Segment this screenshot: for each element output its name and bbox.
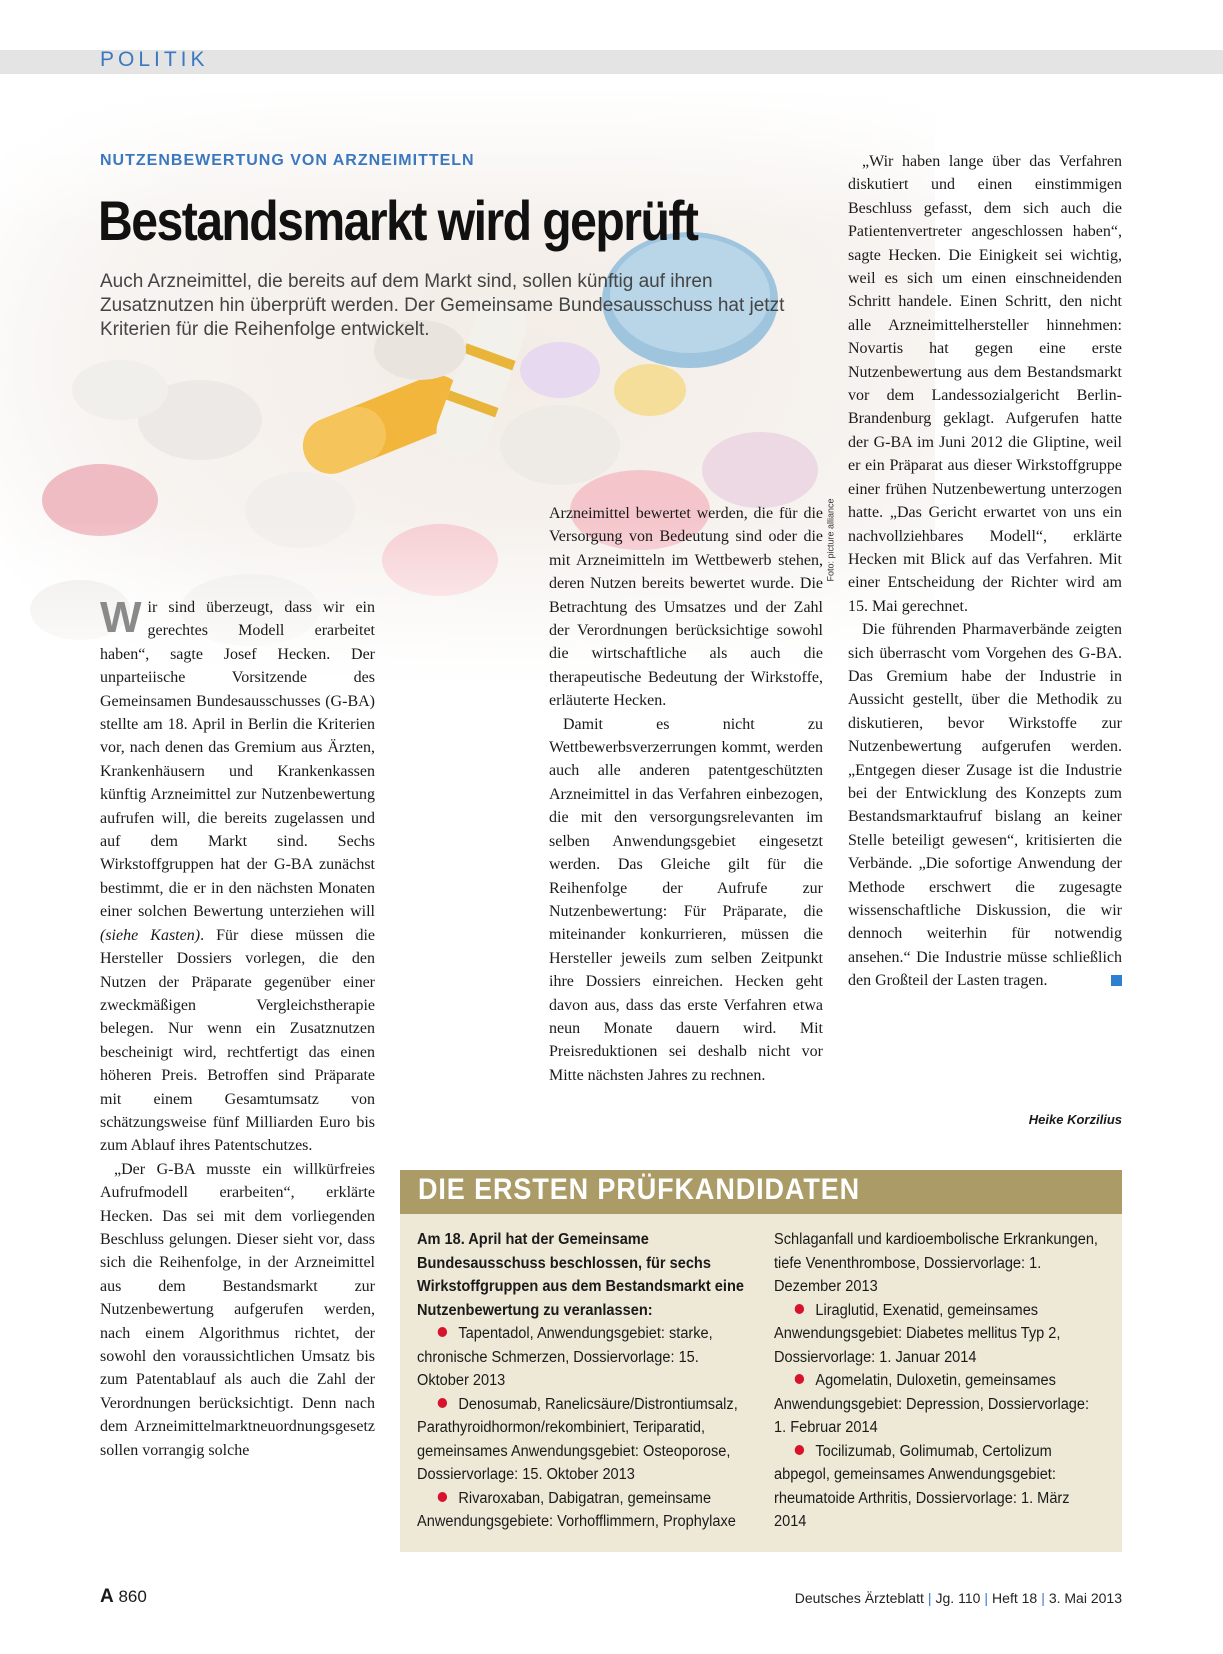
info-box-column-right	[774, 1228, 1103, 1534]
list-item-text: Denosumab, Ranelicsäure/Distrontiumsalz, Parathyroidhormon/rekombiniert, Teriparatid, gemeinsames Anwendungsgebiet: Osteoporose, Dossiervorlage: 15. Oktober 2013	[417, 1395, 738, 1483]
bullet-icon	[795, 1445, 804, 1455]
list-item-text: Tapentadol, Anwendungsgebiet: starke, chronische Schmerzen, Dossiervorlage: 15. Oktober 2013	[417, 1325, 713, 1389]
bullet-icon	[438, 1398, 447, 1408]
article-title: Bestandsmarkt wird geprüft	[98, 189, 698, 252]
info-box-title: DIE ERSTEN PRÜFKANDIDATEN	[418, 1173, 861, 1206]
journal-date: 3. Mai 2013	[1048, 1590, 1122, 1606]
list-item-text: Rivaroxaban, Dabigatran, gemeinsame Anwendungsgebiete: Vorhofflimmern, Prophylaxe	[417, 1489, 736, 1530]
bullet-icon	[438, 1327, 447, 1337]
drop-cap: W	[100, 593, 142, 642]
article-column-2	[549, 502, 823, 1087]
section-label: POLITIK	[100, 48, 209, 71]
paragraph: Arzneimittel bewertet werden, die für die Versorgung von Bedeutung sind oder die mit Arzneimitteln im Wettbewerb stehen, deren Nutzen bereits bewertet wurde. Die Betrachtung des Umsatzes und der Zahl der Verordnungen berücksichtige sowohl die wirtschaftliche als auch die therapeutische Bedeutung der Wirkstoffe, erläuterte Hecken.	[549, 505, 823, 710]
list-item	[417, 1322, 746, 1393]
paragraph	[848, 618, 1122, 993]
bullet-icon	[438, 1492, 447, 1502]
paragraph: „Der G-BA musste ein willkürfreies Aufrufmodell erarbeiten“, erklärte Hecken. Das sei mit dem vorliegenden Beschluss gelungen. Dieser sieht vor, dass sich die Reihenfolge, in der Arzneimittel aus dem Bestandsmarkt zur Nutzenbewertung aufgerufen werden, nach einem Algorithmus richtet, der sowohl den voraussichtlichen Umsatz bis zum Patentablauf als auch die Zahl der Verordnungen berücksichtigt. Denn nach dem Arzneimittelmarktneuordnungsgesetz sollen vorrangig solche	[100, 1160, 375, 1459]
list-item-text: Liraglutid, Exenatid, gemeinsames Anwendungsgebiet: Diabetes mellitus Typ 2, Dossiervorlage: 1. Januar 2014	[774, 1301, 1061, 1366]
journal-info: Deutsches Ärzteblatt | Jg. 110 | Heft 18 | 3. Mai 2013	[794, 1590, 1122, 1606]
page-prefix: A	[100, 1586, 114, 1607]
info-box-header	[400, 1170, 1122, 1214]
article-lead: Auch Arzneimittel, die bereits auf dem Markt sind, sollen künftig auf ihren Zusatznutzen hin überprüft werden. Der Gemeinsame Bundesausschuss hat jetzt Kriterien für die Reihenfolge entwickelt.	[100, 271, 785, 340]
list-item	[774, 1369, 1103, 1440]
list-item-text: Tocilizumab, Golimumab, Certolizum abpegol, gemeinsames Anwendungsgebiet: rheumatoide Arthritis, Dossiervorlage: 1. März 2014	[774, 1442, 1070, 1530]
box-reference: (siehe Kasten)	[100, 926, 201, 944]
list-item	[417, 1393, 746, 1487]
bullet-icon	[795, 1304, 804, 1314]
paragraph-text: ir sind überzeugt, dass wir ein gerechtes Modell erarbeitet haben“, sagte Josef Hecken. Der unparteiische Vorsitzende des Gemeinsamen Bundesausschusses (G-BA) stellte am 18. April in Berlin die Kriterien vor, nach denen das Gremium aus Ärzten, Krankenhäusern und Krankenkassen künftig Arzneimittel zur Nutzenbewertung aufrufen will, die bereits zugelassen und auf dem Markt sind. Sechs Wirkstoffgruppen hat der G-BA zunächst bestimmt, die er in den nächsten Monaten einer solchen Bewertung unterziehen will	[100, 599, 375, 921]
bullet-icon	[795, 1374, 804, 1384]
paragraph-text: Die führenden Pharmaverbände zeigten sich überrascht vom Vorgehen des G-BA. Das Gremium habe der Industrie in Aussicht gestellt, über die Methodik zu diskutieren, bevor Wirkstoffe zur Nutzenbewertung aufgerufen werden. „Entgegen dieser Zusage ist die Industrie bei der Entwicklung des Konzepts zum Bestandsmarktaufruf bislang an keiner Stelle beteiligt gewesen“, kritisierten die Verbände. „Die sofortige Anwendung der Methode erschwert die zugesagte wissenschaftliche Diskussion, die wir dennoch weiterhin für notwendig ansehen.“ Die Industrie müsse schließlich den Großteil der Lasten tragen.	[848, 621, 1122, 990]
page-number	[100, 1586, 147, 1608]
journal-volume: Jg. 110	[935, 1590, 981, 1606]
page-number-value: 860	[118, 1587, 147, 1606]
end-of-article-icon	[1111, 975, 1122, 986]
paragraph: Damit es nicht zu Wettbewerbsverzerrungen kommt, werden auch alle anderen patentgeschützten Arzneimittel in das Verfahren einbezogen, die mit den versorgungsrelevanten im selben Anwendungsgebiet eingesetzt werden. Das Gleiche gilt für die Reihenfolge der Aufrufe zur Nutzenbewertung: Für Präparate, die miteinander konkurrieren, müssen die Hersteller jeweils zum selben Zeitpunkt ihre Dossiers einreichen. Hecken geht davon aus, dass das erste Verfahren etwa neun Monate dauern wird. Mit Preisreduktionen sei deshalb nicht vor Mitte nächsten Jahres zu rechnen.	[549, 715, 823, 1084]
list-item-text: Agomelatin, Duloxetin, gemeinsames Anwendungsgebiet: Depression, Dossiervorlage: 1. Februar 2014	[774, 1372, 1090, 1436]
list-item-continuation: Schlaganfall und kardioembolische Erkrankungen, tiefe Venenthrombose, Dossiervorlage: 1. Dezember 2013	[774, 1231, 1098, 1295]
list-item	[417, 1487, 746, 1534]
journal-name: Deutsches Ärzteblatt	[794, 1590, 924, 1606]
article-author: Heike Korzilius	[1028, 1112, 1122, 1127]
list-item	[774, 1299, 1103, 1370]
journal-issue: Heft 18	[992, 1590, 1038, 1606]
article-column-3	[848, 150, 1122, 993]
article-column-1	[100, 593, 375, 1462]
photo-credit-text: Foto: picture alliance	[825, 498, 836, 582]
list-item	[774, 1440, 1103, 1534]
paragraph-text: . Für diese müssen die Hersteller Dossiers vorlegen, die den Nutzen der Präparate gegenüber einer zweckmäßigen Vergleichstherapie belegen. Nur wenn ein Zusatznutzen bescheinigt wird, rechtfertigt das einen höheren Preis. Betroffen sind Präparate mit einem Gesamtumsatz von schätzungsweise fünf Milliarden Euro bis zum Ablauf ihres Patentschutzes.	[100, 926, 375, 1155]
paragraph: „Wir haben lange über das Verfahren diskutiert und einen einstimmigen Beschluss gefasst, dem sich auch die Patientenvertreter angeschlossen haben“, sagte Hecken. Die Einigkeit sei wichtig, weil es sich um einen einschneidenden Schritt handele. Einen Schritt, den nicht alle Arzneimittelhersteller hinnehmen: Novartis hat gegen eine erste Nutzenbewertung aus dem Bestandsmarkt vor dem Landessozialgericht Berlin-Brandenburg geklagt. Aufgerufen hatte der G-BA im Juni 2012 die Gliptine, weil er ein Präparat aus dieser Wirkstoffgruppe einer frühen Nutzenbewertung unterzogen hatte. „Das Gericht erwartet von uns ein nachvollziehbares Modell“, erklärte Hecken mit Blick auf das Verfahren. Mit einer Entscheidung der Richter wird am 15. Mai gerechnet.	[848, 153, 1122, 615]
info-box	[400, 1214, 1122, 1552]
info-box-intro: Am 18. April hat der Gemeinsame Bundesausschuss beschlossen, für sechs Wirkstoffgruppen aus dem Bestandsmarkt eine Nutzenbewertung zu veranlassen:	[417, 1231, 744, 1319]
paragraph	[100, 593, 375, 1158]
info-box-column-left	[417, 1228, 746, 1534]
article-kicker: NUTZENBEWERTUNG VON ARZNEIMITTELN	[100, 152, 475, 169]
